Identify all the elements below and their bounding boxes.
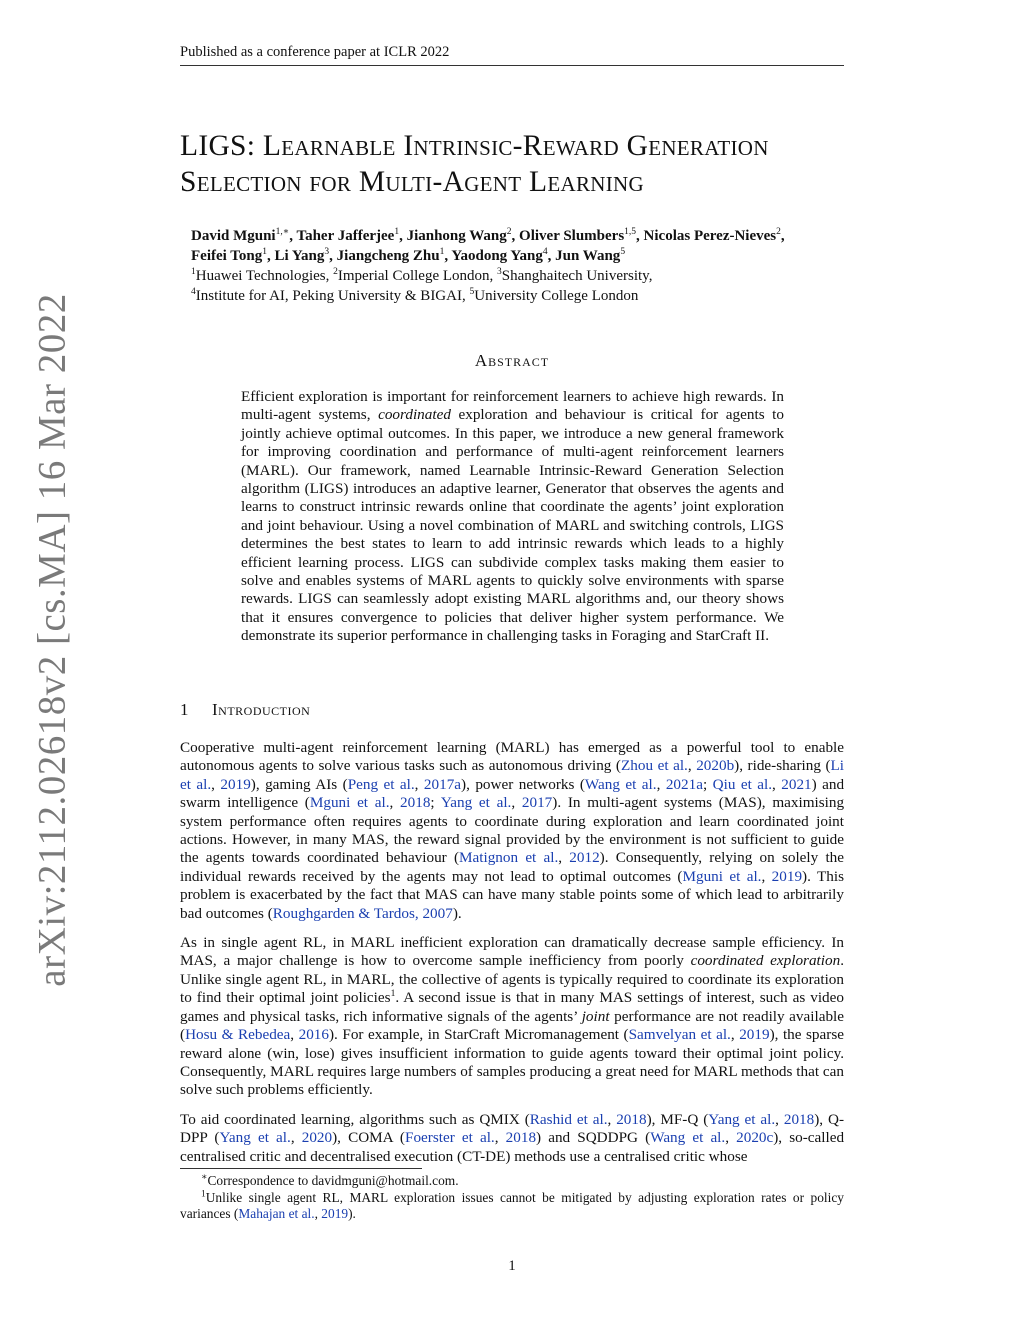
footnote-mark: ∗	[201, 1172, 208, 1183]
citation-link[interactable]: 2021	[781, 775, 812, 793]
citation-link[interactable]: 2012	[569, 849, 600, 867]
author-name: Li Yang	[274, 248, 325, 264]
citation-link[interactable]: 2018	[783, 1110, 815, 1128]
abstract-text-run: Efficient exploration is important for reinforcement learners to achieve high rewards. In multi-agent systems,	[241, 388, 784, 424]
citation-link[interactable]: 2018	[505, 1129, 537, 1147]
arxiv-identifier-stamp: arXiv:2112.02618v2 [cs.MA] 16 Mar 2022	[30, 293, 74, 987]
author-block	[191, 226, 861, 306]
citation-link[interactable]: 2021a	[665, 775, 703, 793]
author-affiliation-mark: 1,∗	[275, 227, 290, 237]
citation-link[interactable]: Mguni et al.	[309, 794, 390, 812]
citation-link[interactable]: Yang et al.	[708, 1110, 776, 1128]
author-affiliation-mark: 3	[324, 247, 330, 257]
footnote-divider	[180, 1168, 422, 1169]
author-affiliation-mark: 1	[262, 247, 268, 257]
author-name: Jiangcheng Zhu	[336, 248, 440, 264]
author-name: Yaodong Yang	[451, 248, 543, 264]
title-line-1: LIGS: Learnable Intrinsic-Reward Generation	[180, 130, 769, 162]
author-name: Feifei Tong	[191, 248, 263, 264]
author-name: David Mguni	[191, 228, 276, 244]
citation-link[interactable]: Matignon et al.	[459, 849, 559, 867]
author-affiliation-mark: 2	[506, 227, 512, 237]
section-title: Introduction	[212, 700, 311, 719]
citation-link[interactable]: 2018	[400, 794, 431, 812]
paper-title	[180, 128, 860, 200]
footnote-mark: 1	[201, 1189, 206, 1200]
footnote-1: $^1$Unlike single agent RL, MARL exploration issues cannot be mitigated by adjusting exploration rates or policy variances (Mahajan et al., 2019).	[180, 1189, 844, 1221]
author-affiliation-mark: 5	[620, 247, 626, 257]
affiliation: University College London	[474, 288, 639, 304]
citation-link[interactable]: 2019	[321, 1206, 349, 1221]
citation-link[interactable]: Yang et al.	[219, 1129, 291, 1147]
citation-link[interactable]: 2020b	[696, 757, 735, 775]
affiliation: Institute for AI, Peking University & BIGAI	[195, 288, 462, 304]
section-heading-introduction	[180, 700, 310, 720]
abstract-text	[241, 388, 784, 646]
emphasis: joint	[581, 1007, 610, 1025]
author-name: Jun Wang	[555, 248, 621, 264]
citation-link[interactable]: 2019	[771, 867, 803, 885]
affiliation-mark: 3	[497, 267, 502, 277]
affiliation-mark: 2	[333, 267, 338, 277]
author-name: Oliver Slumbers	[519, 228, 625, 244]
author-names: David Mguni$^{1,∗}$, Taher Jafferjee$^1$, Jianhong Wang$^2$, Oliver Slumbers$^{1,5}$, Nicolas Perez-Nieves$^2$, Feifei Tong$^1$, Li Yang$^3$, Jiangcheng Zhu$^1$, Yaodong Yang$^4$, Jun Wang$^5$	[191, 227, 785, 264]
citation-link[interactable]: Zhou et al.	[621, 757, 688, 775]
citation-link[interactable]: 2017	[521, 794, 553, 812]
author-name: Jianhong Wang	[406, 228, 507, 244]
author-affiliation-mark: 1,5	[624, 227, 637, 237]
abstract-text-run: exploration and behaviour is critical for agents to jointly achieve optimal outcomes. In this paper, we introduce a new general framework for improving coordination and performance of multi-agent reinforcement learners (MARL). Our framework, named Learnable Intrinsic-Reward Generation Selection algorithm (LIGS) introduces an adaptive learner, Generator that observes the agents and learns to construct intrinsic rewards online that coordinate the agents’ joint exploration and joint behaviour. Using a novel combination of MARL and switching controls, LIGS determines the best states to learn to add intrinsic rewards which leads to a highly efficient learning process. LIGS can subdivide complex tasks making them easier to solve and enables systems of MARL agents to quickly solve environments with sparse rewards. LIGS can seamlessly adopt existing MARL algorithms and, our theory shows that it ensures convergence to policies that deliver higher system performance. We demonstrate its superior performance in challenging tasks in Foraging and StarCraft II.	[241, 406, 784, 645]
author-affiliation-mark: 1	[439, 247, 445, 257]
paragraph: Cooperative multi-agent reinforcement learning (MARL) has emerged as a powerful tool to enable autonomous agents to solve various tasks such as autonomous driving (Zhou et al., 2020b), ride-sharing (Li et al., 2019), gaming AIs (Peng et al., 2017a), power networks (Wang et al., 2021a; Qiu et al., 2021) and swarm intelligence (Mguni et al., 2018; Yang et al., 2017). In multi-agent systems (MAS), maximising system performance often requires agents to coordinate during exploration and learn coordinated joint actions. However, in many MAS, the reward signal provided by the environment is not sufficient to guide the agents towards coordinated behaviour (Matignon et al., 2012). Consequently, relying on solely the individual rewards received by the agents may not lead to optimal outcomes (Mguni et al., 2019). This problem is exacerbated by the fact that MAS can have many stable points some of which lead to arbitrarily bad outcomes (Roughgarden & Tardos, 2007).	[180, 739, 845, 922]
citation-link[interactable]: Hosu & Rebedea	[185, 1026, 291, 1044]
citation-link[interactable]: Qiu et al.	[712, 775, 773, 793]
running-header: Published as a conference paper at ICLR 2022	[180, 44, 844, 66]
citation-link[interactable]: 2018	[616, 1110, 647, 1128]
author-name: Taher Jafferjee	[296, 228, 395, 244]
paragraph: As in single agent RL, in MARL inefficient exploration can dramatically decrease sample efficiency. In MAS, a major challenge is how to overcome sample inefficiency from poorly coordinated exploration. Unlike single agent RL, in MARL, the collective of agents is typically required to coordinate its exploration to find their optimal joint policies$^1$. A second issue is that in many MAS settings of interest, such as video games and physical tasks, rich informative signals of the agents’ joint performance are not readily available (Hosu & Rebedea, 2016). For example, in StarCraft Micromanagement (Samvelyan et al., 2019), the sparse reward alone (win, lose) gives insufficient information to guide agents toward their optimal joint policy. Consequently, MARL requires large numbers of samples producing a great need for MARL methods that can solve such problems efficiently.	[180, 934, 844, 1099]
author-affiliation-mark: 2	[776, 227, 781, 237]
page-number: 1	[508, 1258, 516, 1274]
footnotes	[180, 1168, 844, 1223]
citation-link[interactable]: 2020	[301, 1129, 333, 1147]
author-affiliation-mark: 1	[394, 227, 400, 237]
affiliation-mark: 1	[191, 267, 196, 277]
abstract-heading: Abstract	[474, 351, 550, 370]
affiliation: Imperial College London	[337, 268, 490, 284]
citation-link[interactable]: Li et al.	[180, 757, 845, 793]
citation-link[interactable]: 2019	[220, 775, 251, 793]
title-line-2: Selection for Multi-Agent Learning	[180, 166, 644, 198]
citation-link[interactable]: Roughgarden & Tardos, 2007	[272, 904, 453, 922]
introduction-body	[180, 739, 844, 1177]
citation-link[interactable]: Wang et al.	[650, 1129, 726, 1147]
citation-link[interactable]: Rashid et al.	[529, 1110, 608, 1128]
section-number: 1	[180, 700, 189, 719]
affiliation-mark: 5	[469, 287, 475, 297]
emphasis: coordinated exploration	[690, 952, 841, 970]
citation-link[interactable]: Foerster et al.	[405, 1129, 495, 1147]
footnote-correspondence	[180, 1173, 844, 1190]
citation-link[interactable]: Mahajan et al.	[238, 1206, 315, 1221]
affiliation-mark: 4	[191, 287, 196, 297]
citation-link[interactable]: 2017a	[423, 775, 462, 793]
author-name: Nicolas Perez-Nieves	[643, 228, 777, 244]
author-affiliation-mark: 4	[542, 247, 548, 257]
citation-link[interactable]: Yang et al.	[440, 794, 512, 812]
affiliations: $^1$Huawei Technologies, $^2$Imperial College London, $^3$Shanghaitech University, $^4$Institute for AI, Peking University & BIGAI, $^5$University College London	[191, 267, 653, 304]
affiliation: Shanghaitech University	[501, 268, 649, 284]
citation-link[interactable]: 2016	[298, 1026, 329, 1044]
citation-link[interactable]: Samvelyan et al.	[628, 1026, 731, 1044]
citation-link[interactable]: Mguni et al.	[682, 867, 762, 885]
footnote-text: Unlike single agent RL, MARL exploration issues cannot be mitigated by adjusting exploration rates or policy variances (	[180, 1189, 844, 1221]
abstract-emphasis: coordinated	[378, 406, 451, 424]
footnote-marker[interactable]: 1	[390, 989, 396, 1000]
citation-link[interactable]: Peng et al.	[347, 775, 415, 793]
citation-link[interactable]: Wang et al.	[584, 775, 657, 793]
affiliation: Huawei Technologies	[195, 268, 326, 284]
footnote-text: Correspondence to davidmguni@hotmail.com.	[207, 1173, 459, 1188]
paragraph: To aid coordinated learning, algorithms such as QMIX (Rashid et al., 2018), MF-Q (Yang et al., 2018), Q-DPP (Yang et al., 2020), COMA (Foerster et al., 2018) and SQDDPG (Wang et al., 2020c), so-called centralised critic and decentralised execution (CT-DE) methods use a centralised critic whose	[180, 1110, 845, 1165]
citation-link[interactable]: 2020c	[736, 1129, 774, 1147]
citation-link[interactable]: 2019	[739, 1026, 770, 1044]
